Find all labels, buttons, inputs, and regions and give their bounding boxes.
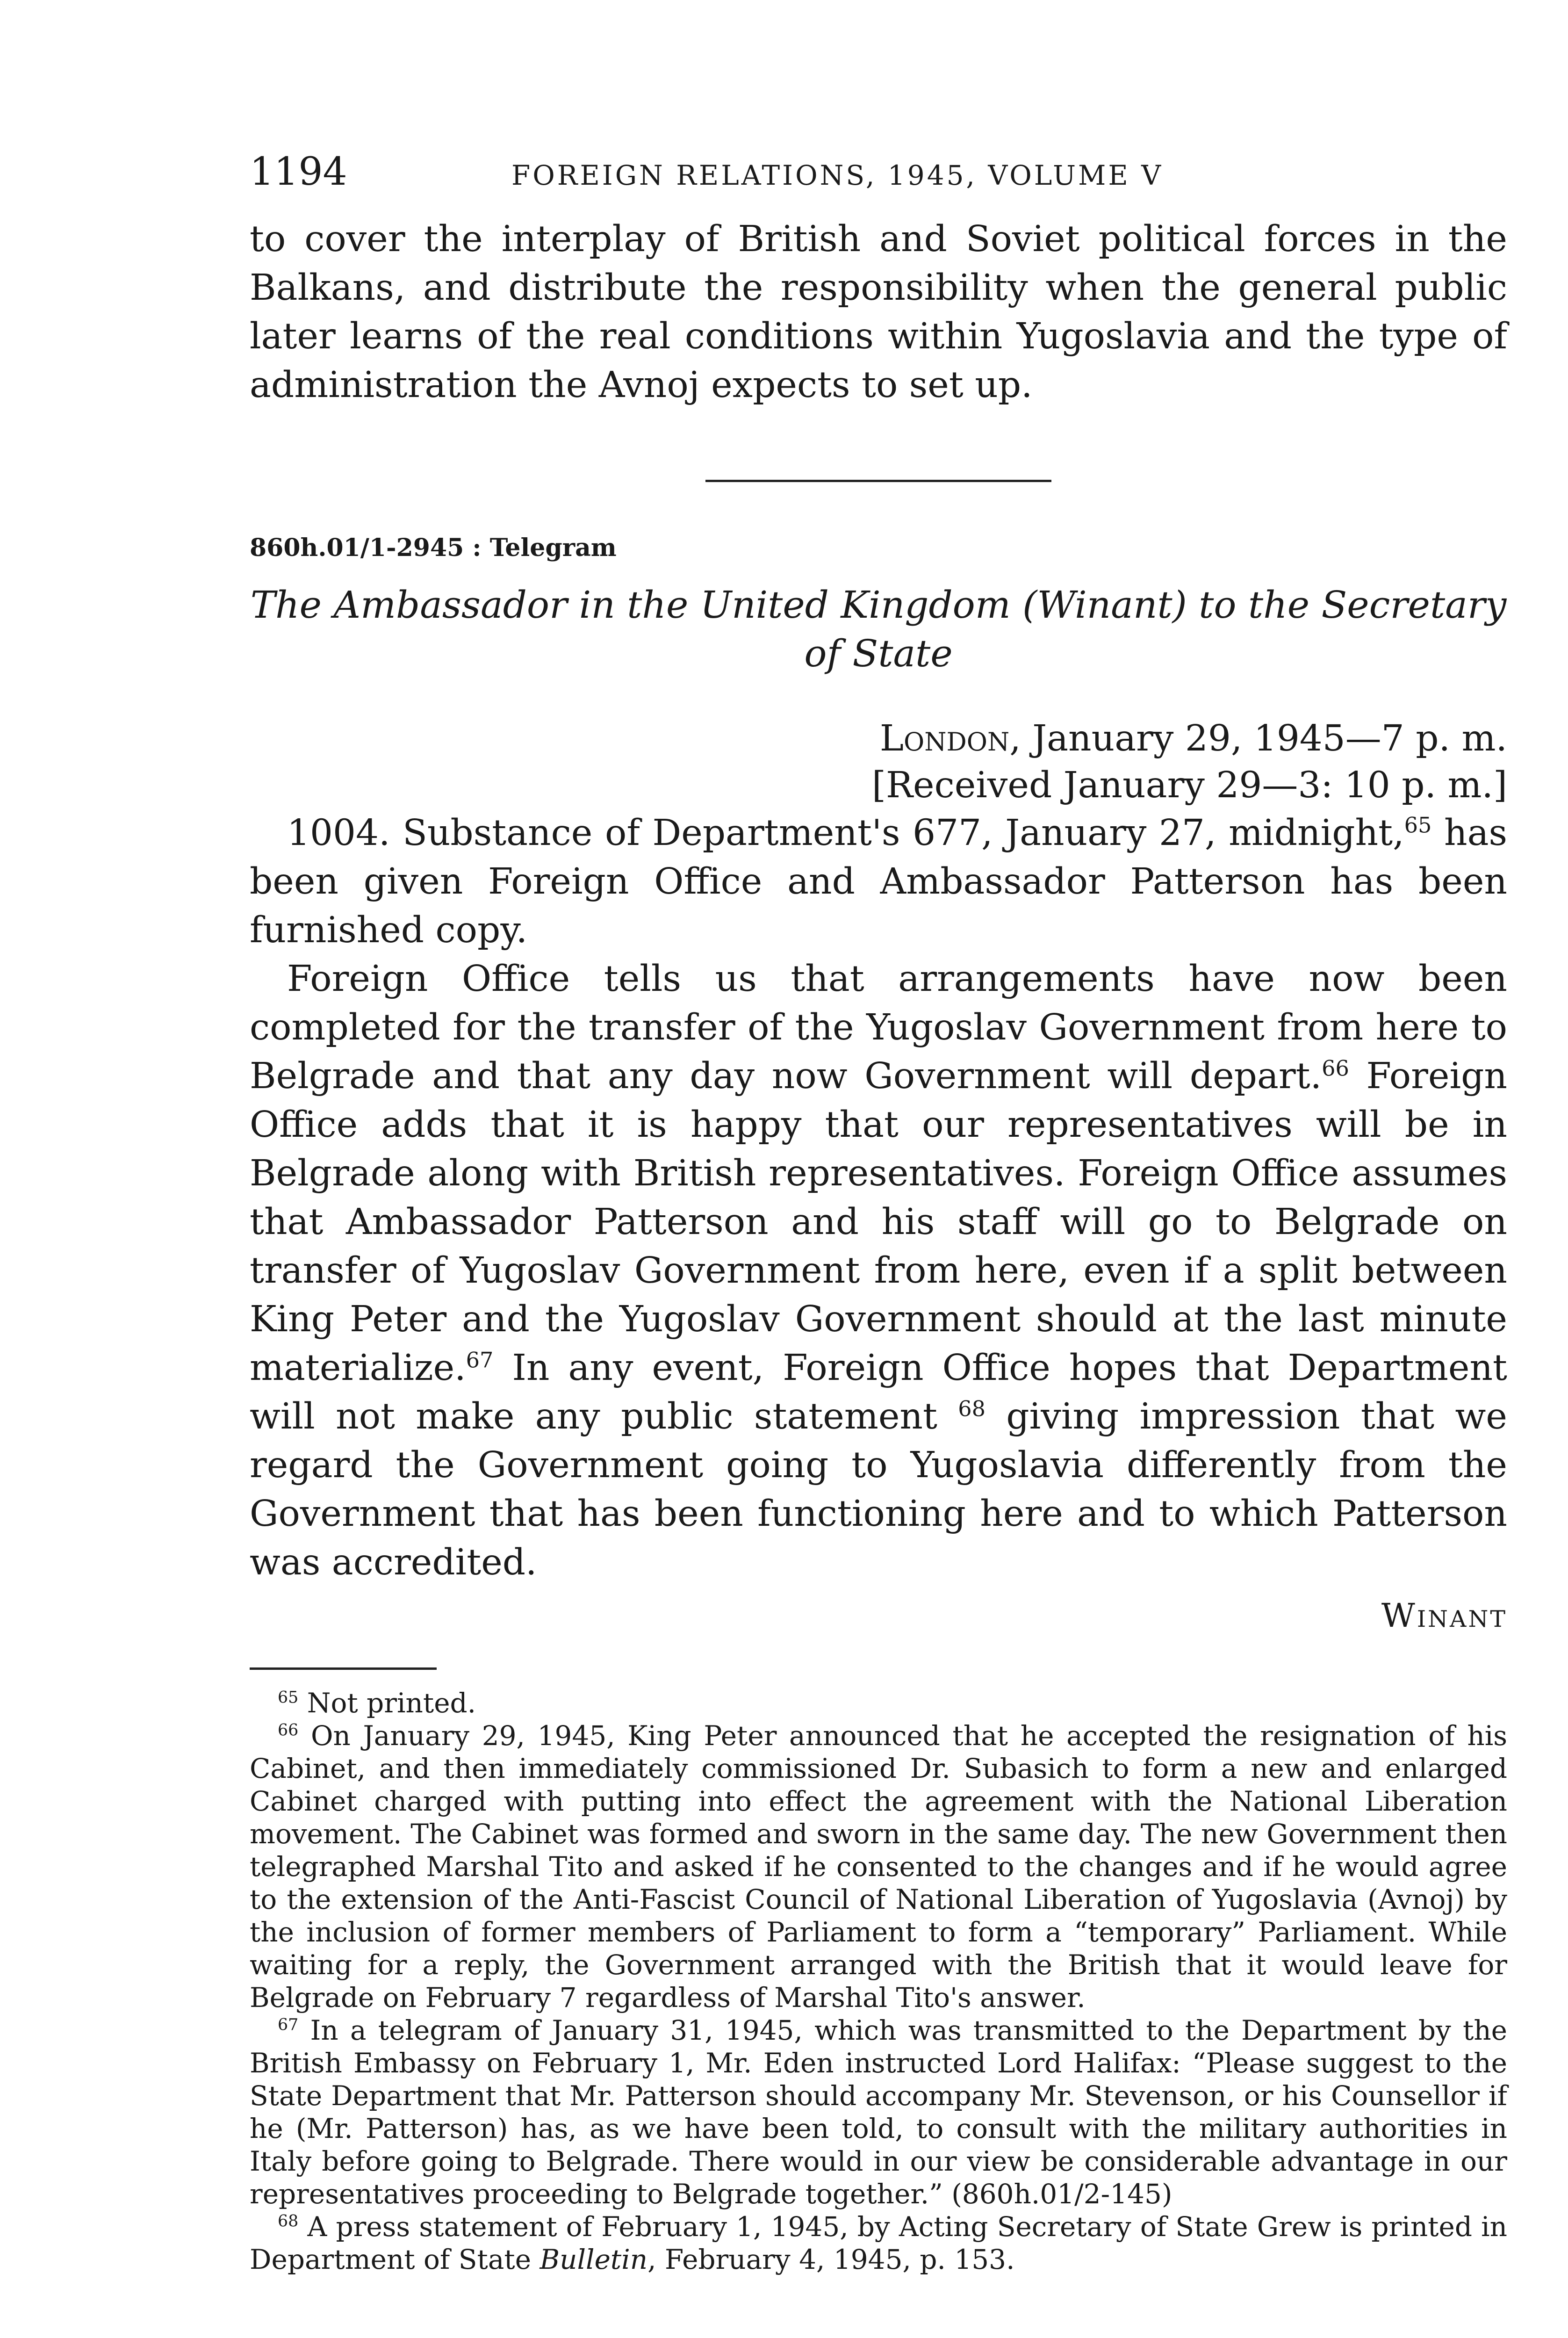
footnote-mark: 66: [278, 1721, 299, 1740]
footnote-67: [250, 2014, 1507, 2210]
running-head: FOREIGN RELATIONS, 1945, VOLUME V: [511, 159, 1164, 191]
paragraph-2-text-b: Foreign Office adds that it is happy that our representatives will be in Belgrade along with British representatives. Foreign Office assumes that Ambassador Patterson and his staff will go to Belgrade on transfer of Yugoslav Government from here, even if a split between King Peter and the Yugoslav Government should at the last minute materialize.: [250, 1055, 1508, 1389]
document-page: [250, 150, 1507, 2276]
page-header: [250, 150, 1507, 196]
signature: Winant: [1381, 1596, 1507, 1635]
footnote-ref-67: 67: [466, 1347, 494, 1373]
paragraph-2-text-c: In any event, Foreign Office hopes that Department will not make any public statement: [250, 1347, 1507, 1437]
paragraph-2: [250, 955, 1507, 1587]
paragraph-1-text-b: has been given Foreign Office and Ambassador Patterson has been furnished copy.: [250, 812, 1507, 951]
footnote-text-italic: Bulletin: [539, 2244, 648, 2275]
section-divider: [705, 480, 1051, 482]
footnote-66: [250, 1719, 1507, 2014]
footnote-68: [250, 2210, 1507, 2276]
dateline: [250, 715, 1507, 762]
page-number: 1194: [250, 150, 347, 194]
footnote-divider: [250, 1667, 437, 1670]
received-line: [Received January 29—3: 10 p. m.]: [871, 765, 1507, 806]
footnote-text-a: A press statement of February 1, 1945, by Acting Secretary of State Grew is printed in Department of State: [250, 2211, 1507, 2275]
footnote-ref-66: 66: [1322, 1055, 1349, 1081]
footnote-65: [250, 1687, 1507, 1719]
footnote-mark: 65: [278, 1688, 299, 1707]
paragraph-1-text-a: 1004. Substance of Department's 677, January 27, midnight,: [287, 812, 1404, 854]
footnote-mark: 68: [278, 2212, 299, 2231]
footnote-text: On January 29, 1945, King Peter announced that he accepted the resignation of his Cabinet, and then immediately commissioned Dr. Subasich to form a new and enlarged Cabinet charged with putting into effect the agreement with the National Liberation movement. The Cabinet was formed and sworn in the same day. The new Government then telegraphed Marshal Tito and asked if he consented to the changes and if he would agree to the extension of the Anti-Fascist Council of National Liberation of Yugoslavia (Avnoj) by the inclusion of former members of Parliament to form a “temporary” Parliament. While waiting for a reply, the Government arranged with the British that it would leave for Belgrade on February 7 regardless of Marshal Tito's answer.: [250, 1720, 1508, 2013]
paragraph-2-text-d: giving impression that we regard the Government going to Yugoslavia differently from the Government that has been functioning here and to which Patterson was accredited.: [250, 1396, 1507, 1583]
paragraph-1: [250, 809, 1507, 955]
document-title: The Ambassador in the United Kingdom (Winant) to the Secretary of State: [250, 583, 1507, 675]
footnote-mark: 67: [278, 2015, 299, 2035]
dateline-city: London: [879, 718, 1010, 759]
footnote-text-b: , February 4, 1945, p. 153.: [647, 2244, 1015, 2275]
intro-paragraph: to cover the interplay of British and Soviet political forces in the Balkans, and distribute the responsibility when the general public later learns of the real conditions within Yugoslavia and the type of administration the Avnoj expects to set up.: [250, 218, 1507, 406]
dateline-date: , January 29, 1945—7 p. m.: [1009, 718, 1507, 759]
footnote-text: In a telegram of January 31, 1945, which was transmitted to the Department by the British Embassy on February 1, Mr. Eden instructed Lord Halifax: “Please suggest to the State Department that Mr. Patterson should accompany Mr. Stevenson, or his Counsellor if he (Mr. Patterson) has, as we have been told, to consult with the military authorities in Italy before going to Belgrade. There would in our view be considerable advantage in our representatives proceeding to Belgrade together.” (860h.01/2-145): [250, 2014, 1508, 2210]
footnote-ref-68: 68: [958, 1396, 986, 1422]
file-reference: 860h.01/1-2945 : Telegram: [250, 534, 617, 562]
footnote-ref-65: 65: [1404, 812, 1432, 838]
footnote-text: Not printed.: [307, 1687, 476, 1719]
paragraph-2-text-a: Foreign Office tells us that arrangements have now been completed for the transfer of the Yugoslav Government from here to Belgrade and that any day now Government will depart.: [250, 958, 1507, 1097]
